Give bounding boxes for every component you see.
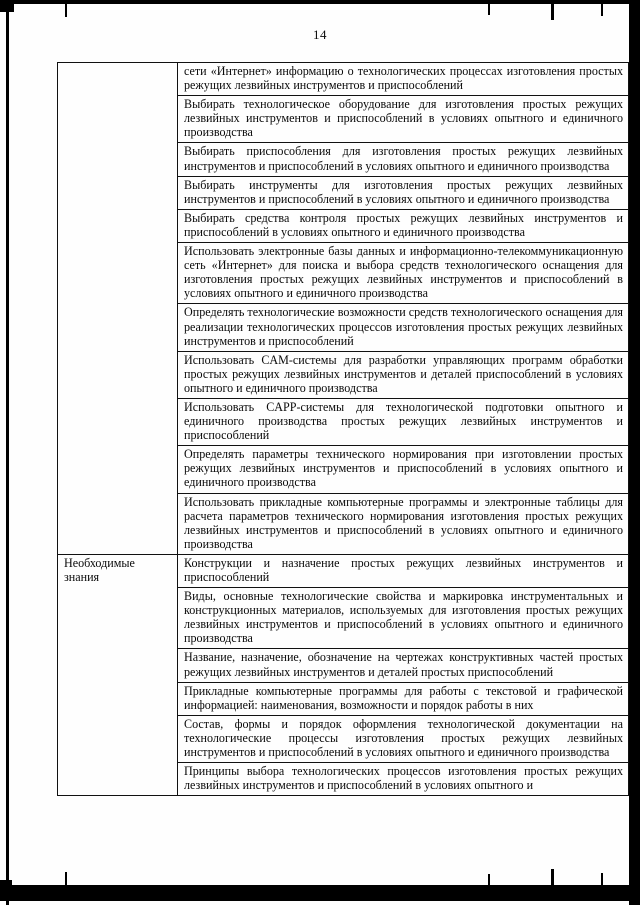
scan-artifact [65,4,67,17]
skill-row-cell: Выбирать приспособления для изготовления простых режущих лезвийных инструментов и приспособлений в условиях опытного и единичного производства [178,143,629,176]
scan-artifact [488,4,490,15]
skill-row-cell: Использовать прикладные компьютерные программы и электронные таблицы для расчета параметров технического нормирования изготовления простых режущих лезвийных инструментов и приспособлений в условиях опытного и единичного производства [178,493,629,554]
scan-artifact [551,869,554,885]
scan-artifact [0,885,640,901]
scan-artifact [0,0,14,12]
knowledge-row-cell: Состав, формы и порядок оформления технологической документации на технологические процессы изготовления простых режущих лезвийных инструментов и приспособлений в условиях опытного и единичного производства [178,715,629,762]
knowledge-label-cell: Необходимые знания [58,554,178,795]
scan-artifact [601,4,603,16]
scan-artifact [601,873,603,885]
skill-row-cell: Выбирать инструменты для изготовления простых режущих лезвийных инструментов и приспособлений в условиях опытного и единичного производства [178,176,629,209]
knowledge-row-cell: Принципы выбора технологических процессов изготовления простых режущих лезвийных инструментов и приспособлений в условиях опытного и [178,763,629,796]
skill-row-cell: Определять параметры технического нормирования при изготовлении простых режущих лезвийных инструментов и приспособлений в условиях опытного и единичного производства [178,446,629,493]
skill-row-cell: сети «Интернет» информацию о технологических процессах изготовления простых режущих лезвийных инструментов и приспособлений [178,63,629,96]
table-row [58,554,629,587]
knowledge-row-cell: Прикладные компьютерные программы для работы с текстовой и графической информацией: наименования, возможности и порядок работы в них [178,682,629,715]
skill-row-cell: Использовать электронные базы данных и информационно-телекоммуникационную сеть «Интернет» для поиска и выбора средств технологического оснащения для изготовления простых режущих лезвийных инструментов и приспособлений в условиях опытного и единичного производства [178,243,629,304]
scan-artifact [65,872,67,885]
scan-artifact [551,4,554,20]
scan-artifact [629,0,640,905]
knowledge-row-cell: Конструкции и назначение простых режущих лезвийных инструментов и приспособлений [178,554,629,587]
skills-label-cell [58,63,178,555]
knowledge-row-cell: Название, назначение, обозначение на чертежах конструктивных частей простых режущих лезвийных инструментов и деталей простых приспособлений [178,649,629,682]
scan-artifact [0,880,12,901]
scan-artifact [6,0,9,905]
skill-row-cell: Использовать CAPP-системы для технологической подготовки опытного и единичного производства простых режущих лезвийных инструментов и приспособлений [178,398,629,445]
skill-row-cell: Выбирать технологическое оборудование для изготовления простых режущих лезвийных инструментов и приспособлений в условиях опытного и единичного производства [178,96,629,143]
skill-row-cell: Использовать CAM-системы для разработки управляющих программ обработки простых режущих лезвийных инструментов и деталей приспособлений в условиях опытного и единичного производства [178,351,629,398]
page-number: 14 [313,27,327,42]
scan-artifact [0,0,640,4]
skill-row-cell: Определять технологические возможности средств технологического оснащения для реализации технологических процессов изготовления простых режущих лезвийных инструментов и приспособлений [178,304,629,351]
skill-row-cell: Выбирать средства контроля простых режущих лезвийных инструментов и приспособлений в условиях опытного и единичного производства [178,209,629,242]
knowledge-row-cell: Виды, основные технологические свойства и маркировка инструментальных и конструкционных материалов, используемых для изготовления простых режущих лезвийных инструментов и приспособлений в условиях опытного и единичного производства [178,588,629,649]
document-table [57,62,629,796]
scan-artifact [488,874,490,885]
table-row [58,63,629,96]
